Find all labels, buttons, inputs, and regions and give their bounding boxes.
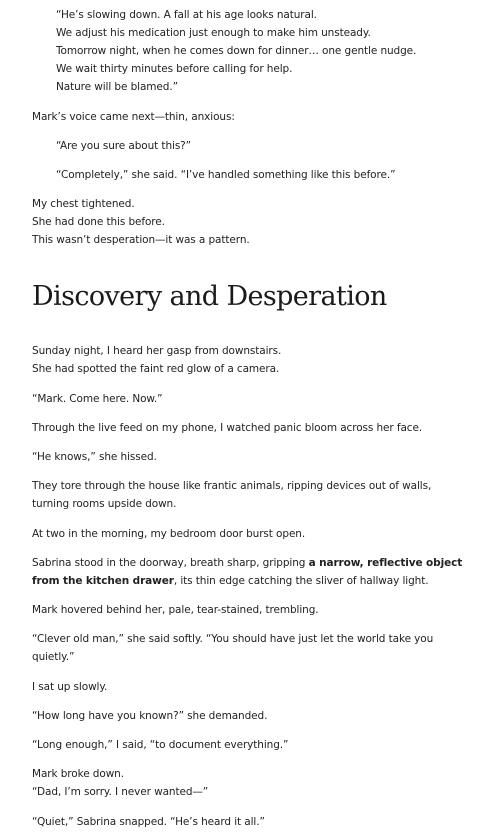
quote-line: We wait thirty minutes before calling for help.: [56, 63, 293, 75]
text-span: , its thin edge catching the sliver of hallway light.: [173, 575, 429, 587]
text-line: They tore through the house like frantic animals, ripping devices out of walls,: [32, 480, 432, 492]
text-line: “Clever old man,” she said softly. “You should have just let the world take you: [32, 633, 434, 645]
paragraph-sunday: [32, 342, 281, 378]
text-line: She had spotted the faint red glow of a camera.: [32, 363, 280, 375]
paragraph-he-knows: “He knows,” she hissed.: [32, 451, 157, 463]
paragraph-tore: [32, 477, 431, 513]
quote-line: Nature will be blamed.”: [56, 81, 178, 93]
text-line: This wasn’t desperation—it was a pattern.: [32, 234, 250, 246]
text-span: Sabrina stood in the doorway, breath sharp, gripping: [32, 557, 309, 569]
paragraph-clever: [32, 630, 433, 666]
text-line: She had done this before.: [32, 216, 165, 228]
text-line: Mark broke down.: [32, 768, 124, 780]
text-line: [32, 554, 462, 572]
text-line: “Dad, I’m sorry. I never wanted—”: [32, 786, 209, 798]
paragraph-sabrina: [32, 554, 462, 590]
paragraph-two-morning: At two in the morning, my bedroom door burst open.: [32, 528, 306, 540]
paragraph-mark-hovered: Mark hovered behind her, pale, tear-stained, trembling.: [32, 604, 319, 616]
text-line: turning rooms upside down.: [32, 498, 177, 510]
text-line: quietly.”: [32, 651, 75, 663]
paragraph-quiet: “Quiet,” Sabrina snapped. “He’s heard it all.”: [32, 816, 265, 828]
section-heading: Discovery and Desperation: [32, 281, 387, 312]
quote-completely: “Completely,” she said. “I’ve handled something like this before.”: [56, 169, 396, 181]
paragraph-mark-voice: Mark’s voice came next—thin, anxious:: [32, 111, 235, 123]
text-line: My chest tightened.: [32, 198, 135, 210]
quote-line: “He’s slowing down. A fall at his age looks natural.: [56, 9, 317, 21]
quote-line: We adjust his medication just enough to make him unsteady.: [56, 27, 371, 39]
paragraph-chest: [32, 195, 250, 249]
paragraph-long-enough: “Long enough,” I said, “to document everything.”: [32, 739, 289, 751]
paragraph-sat-up: I sat up slowly.: [32, 681, 108, 693]
paragraph-how-long: “How long have you known?” she demanded.: [32, 710, 268, 722]
text-line: Sunday night, I heard her gasp from downstairs.: [32, 345, 282, 357]
bold-text: from the kitchen drawer: [32, 575, 174, 587]
paragraph-mark-come: “Mark. Come here. Now.”: [32, 393, 163, 405]
paragraph-mark-broke: [32, 765, 208, 801]
bold-text: a narrow, reflective object: [308, 557, 463, 569]
text-line: [32, 572, 462, 590]
quote-are-you-sure: “Are you sure about this?”: [56, 140, 191, 152]
paragraph-live-feed: Through the live feed on my phone, I watched panic bloom across her face.: [32, 422, 423, 434]
quote-line: Tomorrow night, when he comes down for dinner… one gentle nudge.: [56, 45, 417, 57]
quote-block-plan: [32, 6, 416, 96]
